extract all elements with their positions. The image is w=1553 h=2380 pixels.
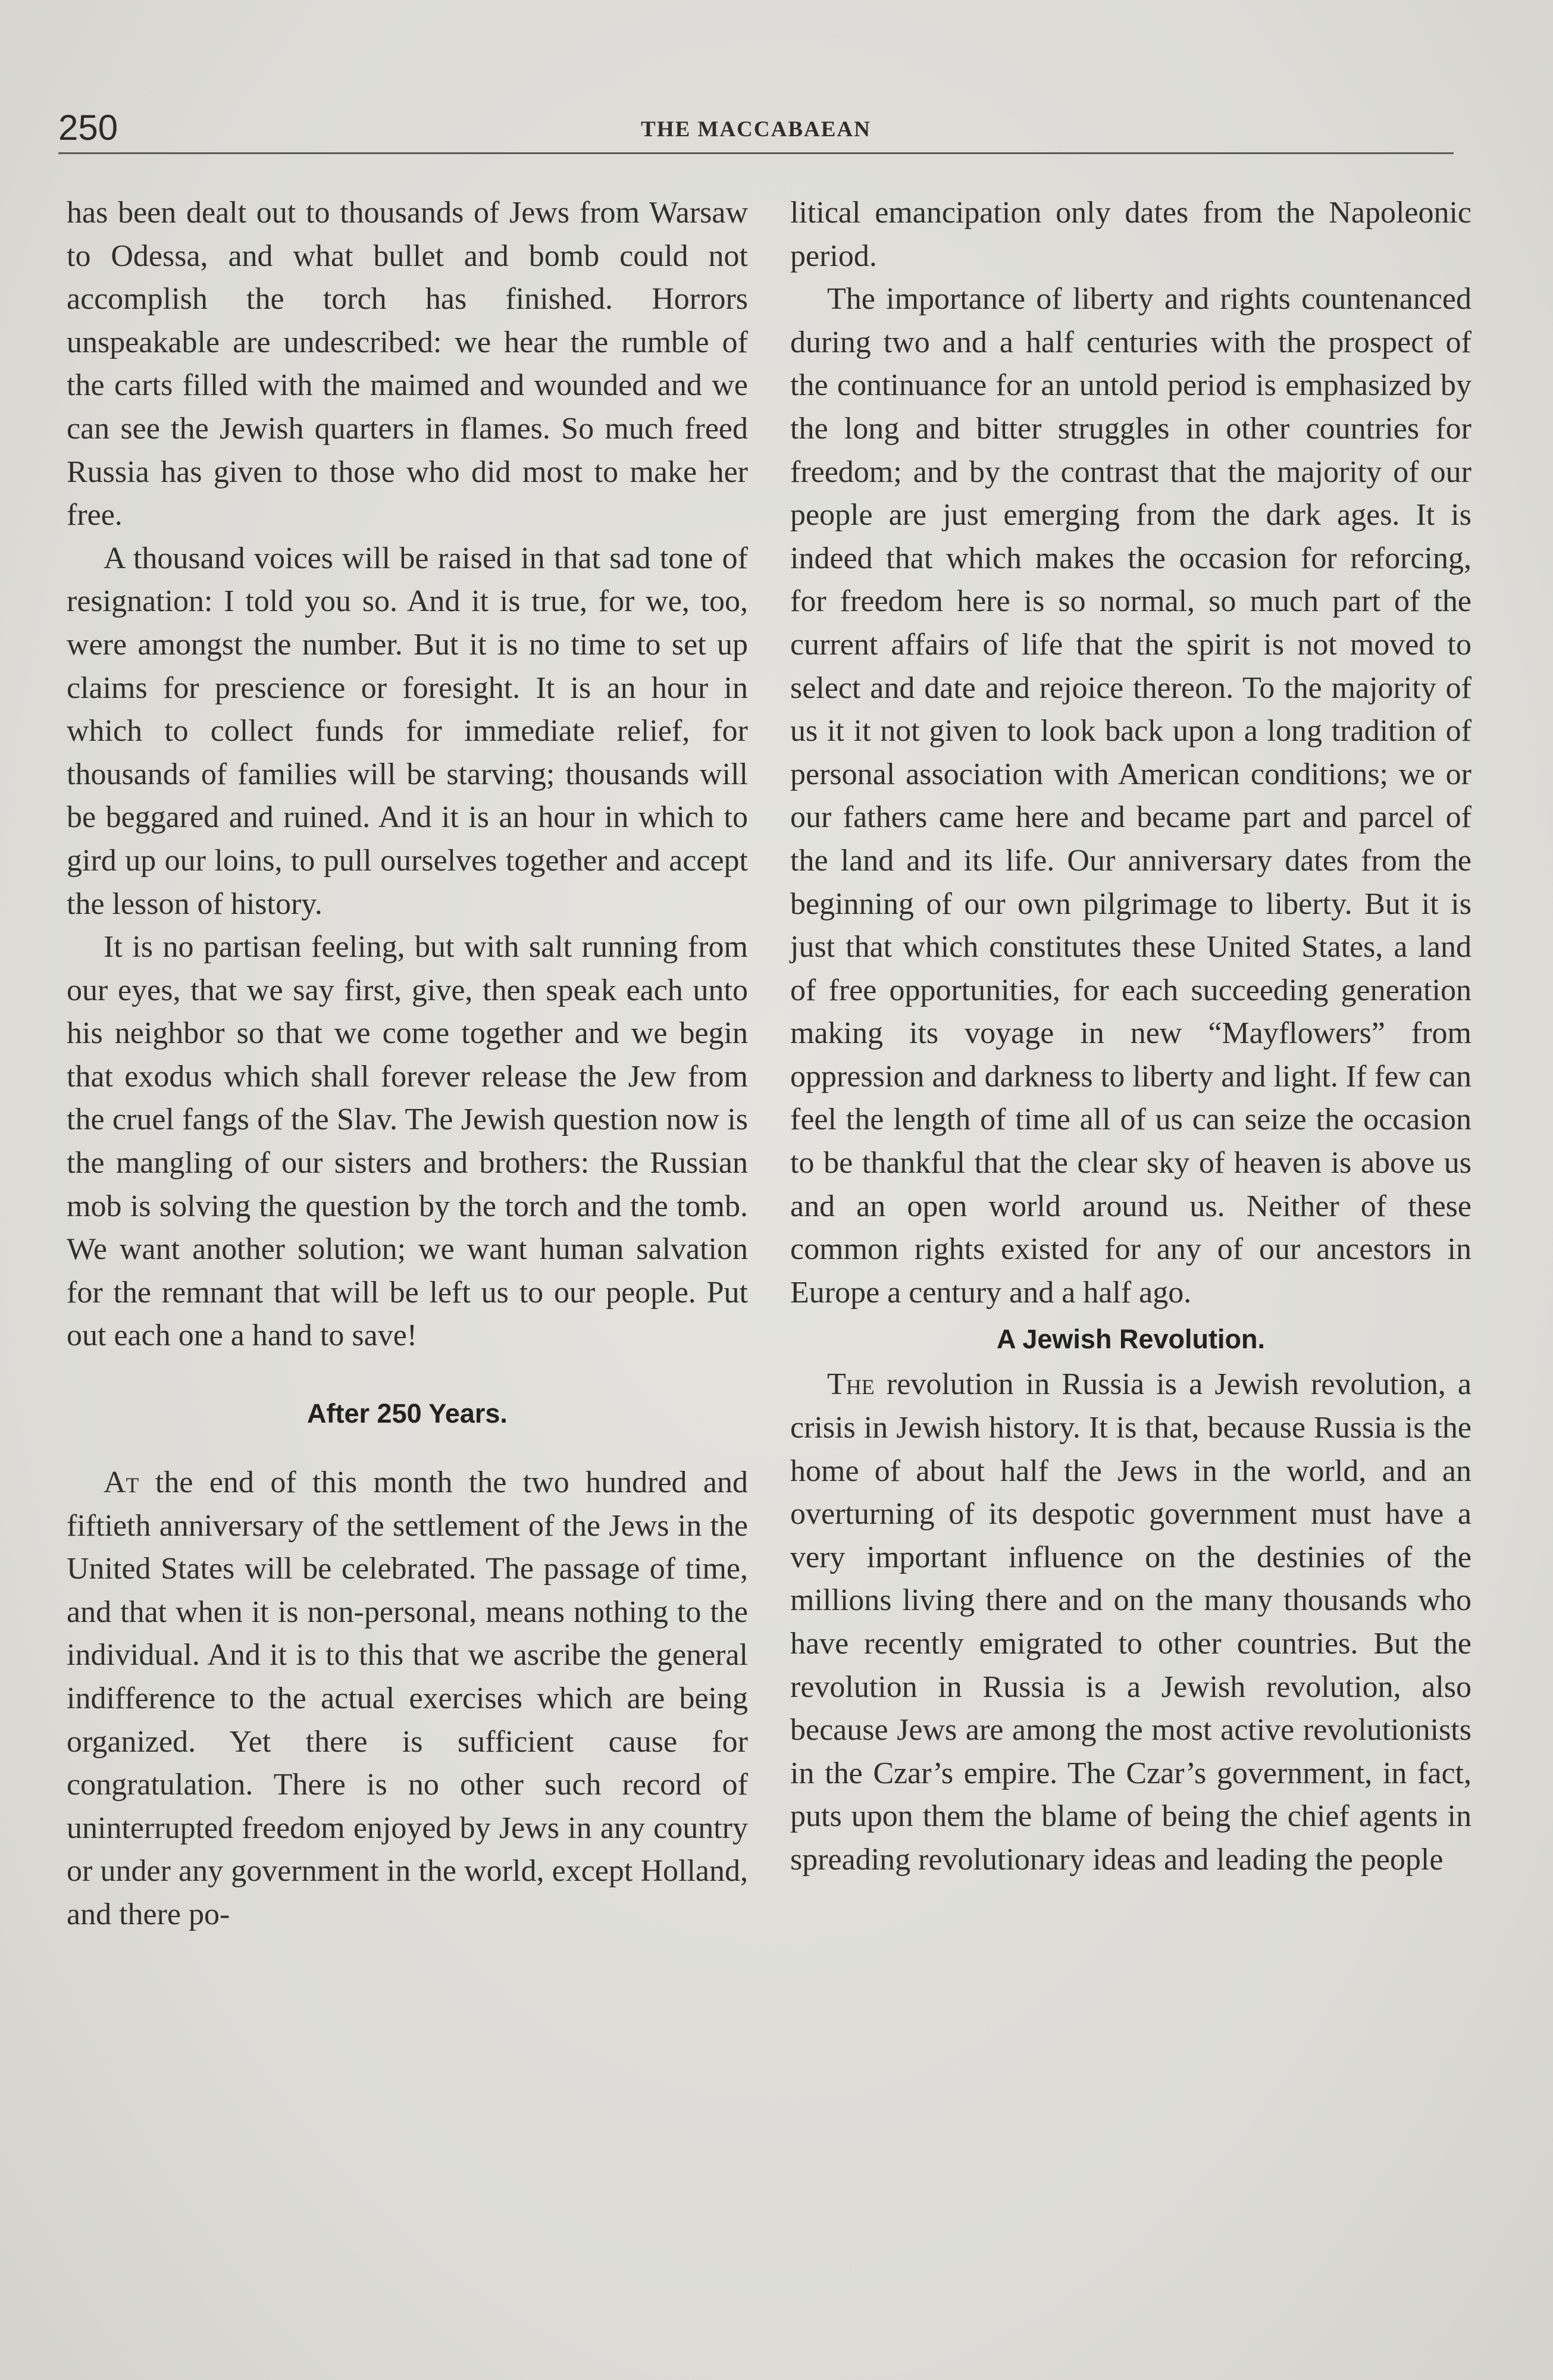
journal-title: THE MACCABAEAN (641, 117, 871, 142)
left-column (67, 192, 748, 1937)
left-paragraph-3: It is no partisan feeling, but with salt running from our eyes, that we say first, give, then speak each unto his neighbor so that we come together and we begin that exodus which shall forever release the Jew from the cruel fangs of the Slav. The Jewish question now is the mangling of our sisters and brothers: the Russian mob is solving the question by the torch and the tomb. We want another solution; we want human salvation for the remnant that will be left us to our people. Put out each one a hand to save! (67, 930, 748, 1353)
right-paragraph-3 (790, 1363, 1471, 1881)
right-paragraph-2: The importance of liberty and rights countenanced during two and a half centuries with the prospect of the continuance for an untold period is emphasized by the long and bitter struggles in other countries for freedom; and by the contrast that the majority of our people are just emerging from the dark ages. It is indeed that which makes the occasion for reforcing, for freedom here is so normal, so much part of the current affairs of life that the spirit is not moved to select and date and rejoice thereon. To the majority of us it it not given to look back upon a long tradition of personal association with American conditions; we or our fathers came here and became part and parcel of the land and its life. Our anniversary dates from the beginning of our own pilgrimage to liberty. But it is just that which constitutes these United States, a land of free opportunities, for each succeeding generation making its voyage in new “Mayflowers” from oppression and darkness to liberty and light. If few can feel the length of time all of us can seize the occasion to be thankful that the clear sky of heaven is above us and an open world around us. Neither of these common rights existed for any of our ancestors in Europe a century and a half ago. (790, 282, 1471, 1310)
right-paragraph-1: litical emancipation only dates from the Napoleonic period. (790, 196, 1471, 273)
left-paragraph-4-lead: At (104, 1465, 139, 1500)
left-paragraph-1: has been dealt out to thousands of Jews from Warsaw to Odessa, and what bullet and bomb could not accomplish the torch has finished. Horrors unspeakable are undescribed: we hear the rumble of the carts filled with the maimed and wounded and we can see the Jewish quarters in flames. So much freed Russia has given to those who did most to make her free. (67, 196, 748, 533)
right-column (790, 192, 1471, 1882)
left-paragraph-2: A thousand voices will be raised in that sad tone of resignation: I told you so. And it is true, for we, too, were amongst the number. But it is no time to set up claims for prescience or foresight. It is an hour in which to collect funds for immediate relief, for thousands of families will be starving; thousands will be beggared and ruined. And it is an hour in which to gird up our loins, to pull ourselves together and accept the lesson of history. (67, 541, 748, 921)
right-paragraph-3-body: revolution in Russia is a Jewish revolution, a crisis in Jewish history. It is that, because Russia is the home of about half the Jews in the world, and an overturning of its despotic government must have a very important influence on the destinies of the millions living there and on the many thousands who have recently emigrated to other countries. But the revolution in Russia is a Jewish revolution, also because Jews are among the most active revolutionists in the Czar’s empire. The Czar’s government, in fact, puts upon them the blame of being the chief agents in spreading revolutionary ideas and leading the people (790, 1367, 1471, 1877)
section-heading-after-250-years: After 250 Years. (307, 1398, 508, 1429)
page-number: 250 (58, 108, 118, 148)
running-head (58, 101, 1454, 155)
left-paragraph-4 (67, 1461, 748, 1937)
header-rule (58, 152, 1454, 154)
section-heading-jewish-revolution: A Jewish Revolution. (997, 1324, 1265, 1355)
right-paragraph-3-lead: The (827, 1367, 875, 1402)
left-paragraph-4-body: the end of this month the two hundred and fiftieth anniversary of the settlement of the Jews in the United States will be celebrated. The passage of time, and that when it is non-personal, means nothing to the individual. And it is to this that we ascribe the general indifference to the actual exercises which are being organized. Yet there is sufficient cause for congratulation. There is no other such record of uninterrupted freedom enjoyed by Jews in any country or under any government in the world, except Holland, and there po- (67, 1465, 748, 1931)
